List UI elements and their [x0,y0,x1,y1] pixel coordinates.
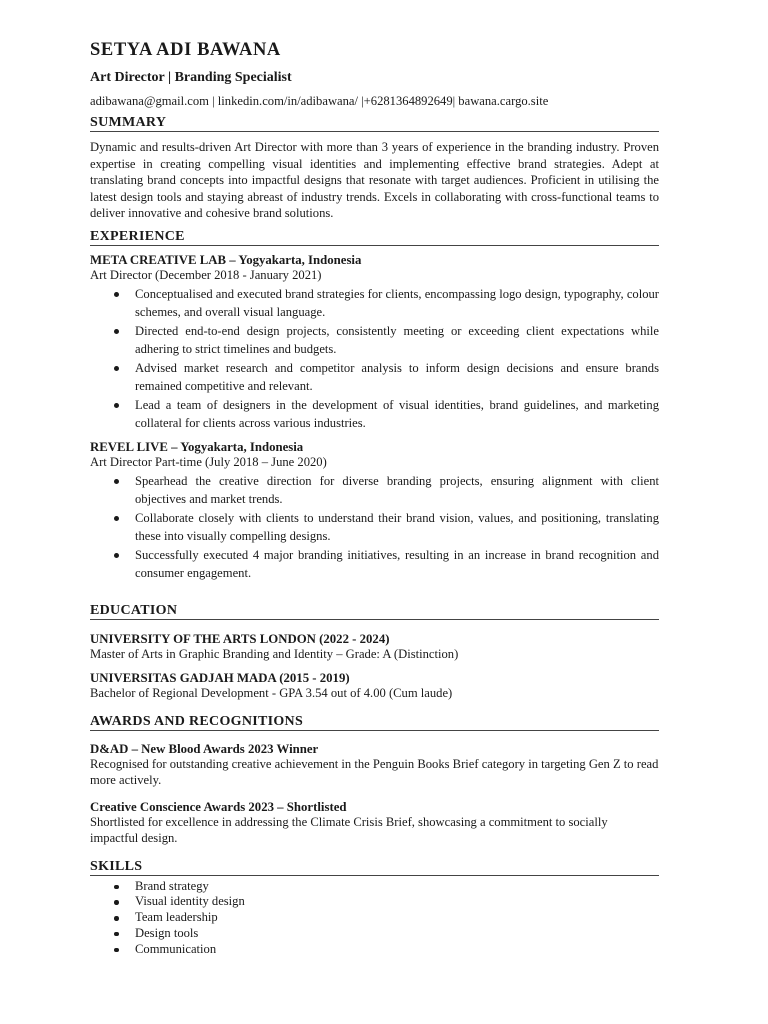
skills-list [90,879,659,958]
experience-heading: EXPERIENCE [90,228,659,246]
skill-item: Team leadership [135,910,659,926]
bullet-item: Spearhead the creative direction for diverse branding projects, ensuring alignment with client objectives and market trends. [135,472,659,509]
education-title: UNIVERSITY OF THE ARTS LONDON (2022 - 2024) [90,631,390,646]
education-entry [90,671,659,701]
summary-heading: SUMMARY [90,114,659,132]
summary-text: Dynamic and results-driven Art Director with more than 3 years of experience in the branding industry. Proven expertise in creating compelling visual identities and implementing effective brand strategies. Adept at translating brand concepts into impactful designs that resonate with target audiences. Proficient in utilising the latest design tools and staying abreast of industry trends. Excels in collaborating with cross-functional teams to deliver innovative and cohesive brand solutions. [90,140,659,220]
skill-item: Visual identity design [135,894,659,910]
award-desc: Recognised for outstanding creative achievement in the Penguin Books Brief category in targeting Gen Z to read more actively. [90,756,659,787]
resume-page [90,38,659,957]
award-entry [90,800,659,846]
award-title: Creative Conscience Awards 2023 – Shortlisted [90,799,347,814]
job-entry [90,440,659,583]
skills-heading: SKILLS [90,858,659,876]
bullet-item: Lead a team of designers in the development of visual identities, brand guidelines, and marketing collateral for clients across various industries. [135,396,659,433]
job-company: META CREATIVE LAB – Yogyakarta, Indonesia [90,252,362,267]
education-heading: EDUCATION [90,602,659,620]
bullet-item: Directed end-to-end design projects, consistently meeting or exceeding client expectations while adhering to strict timelines and budgets. [135,322,659,359]
job-company: REVEL LIVE – Yogyakarta, Indonesia [90,439,304,454]
bullet-item: Conceptualised and executed brand strategies for clients, encompassing logo design, typography, colour schemes, and overall visual language. [135,285,659,322]
job-role: Art Director Part-time (July 2018 – June 2020) [90,454,327,469]
job-role: Art Director (December 2018 - January 2021) [90,267,322,282]
education-title: UNIVERSITAS GADJAH MADA (2015 - 2019) [90,670,350,685]
skill-item: Design tools [135,926,659,942]
award-desc: Shortlisted for excellence in addressing the Climate Crisis Brief, showcasing a commitment to socially impactful design. [90,814,608,845]
award-title: D&AD – New Blood Awards 2023 Winner [90,741,319,756]
job-bullets [90,285,659,433]
bullet-item: Advised market research and competitor analysis to inform design decisions and ensure brands remained competitive and relevant. [135,359,659,396]
skill-item: Communication [135,942,659,958]
education-desc: Master of Arts in Graphic Branding and Identity – Grade: A (Distinction) [90,646,459,661]
awards-heading: AWARDS AND RECOGNITIONS [90,713,659,731]
contact-line: adibawana@gmail.com | linkedin.com/in/adibawana/ |+6281364892649| bawana.cargo.site [90,94,549,108]
candidate-name: SETYA ADI BAWANA [90,40,281,60]
job-bullets [90,472,659,583]
education-desc: Bachelor of Regional Development - GPA 3.54 out of 4.00 (Cum laude) [90,685,453,700]
bullet-item: Successfully executed 4 major branding initiatives, resulting in an increase in brand recognition and consumer engagement. [135,546,659,583]
job-entry [90,253,659,433]
bullet-item: Collaborate closely with clients to understand their brand vision, values, and positioning, translating these into visually compelling designs. [135,509,659,546]
candidate-title: Art Director | Branding Specialist [90,70,292,85]
award-entry [90,742,659,788]
skill-item: Brand strategy [135,879,659,895]
education-entry [90,632,659,662]
